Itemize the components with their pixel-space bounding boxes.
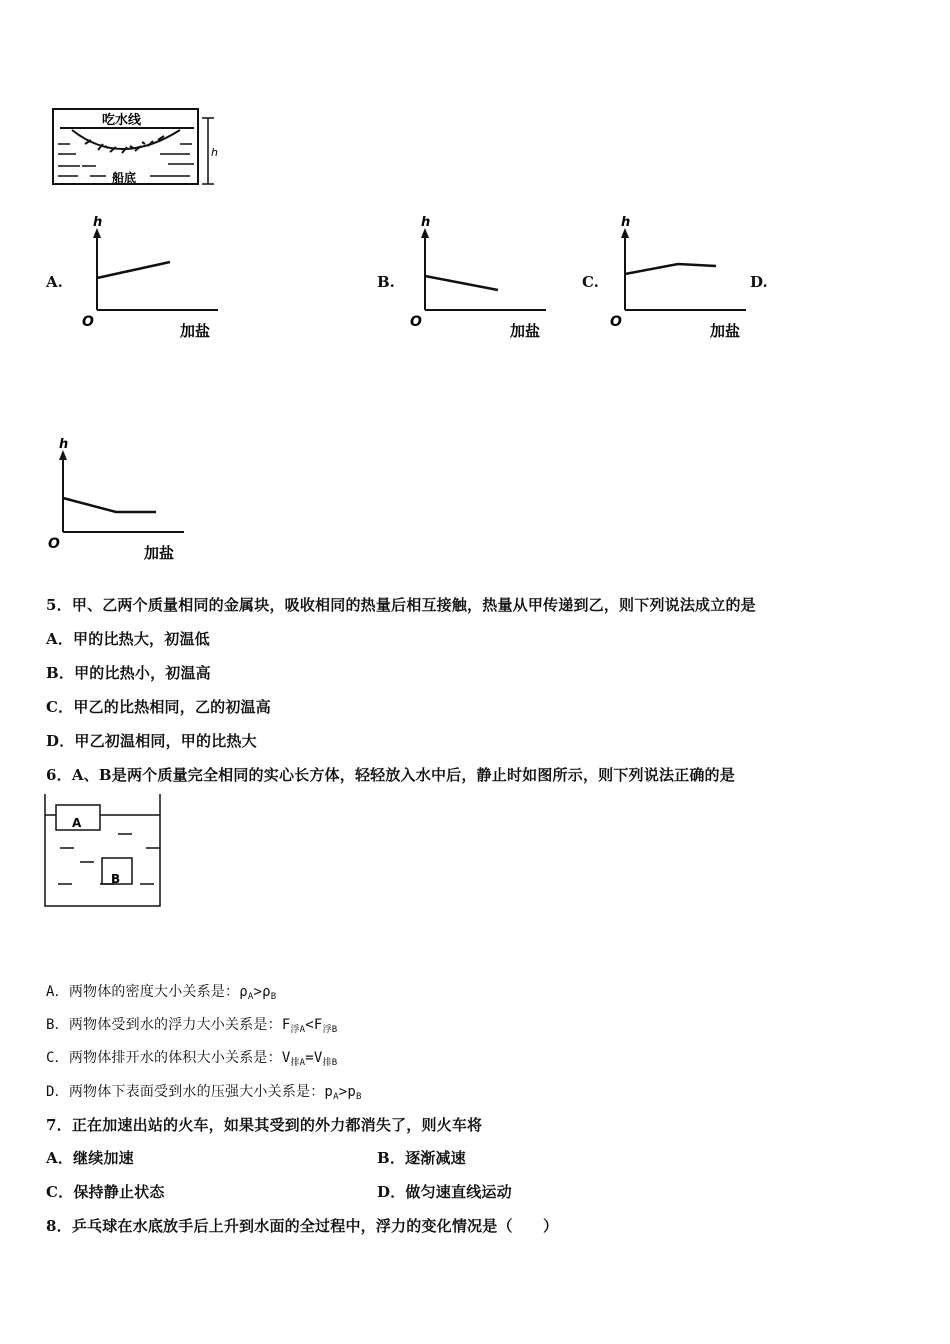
q7-stem: 7．正在加速出站的火车，如果其受到的外力都消失了，则火车将 [46,1116,483,1134]
q5-stem: 5．甲、乙两个质量相同的金属块，吸收相同的热量后相互接触，热量从甲传递到乙，则下列说法成立的是 [46,596,756,614]
graph-a-origin: O [82,314,94,330]
graph-option-a-label: A. [46,273,63,291]
graph-option-b-label: B. [377,273,395,291]
graph-a-curve [97,262,170,278]
q5-option-b: B．甲的比热小，初温高 [46,664,211,682]
block-a-label: A [72,816,82,830]
q7-option-b: B．逐渐减速 [377,1149,466,1167]
q7-option-d: D．做匀速直线运动 [377,1183,512,1201]
graph-b-x-label: 加盐 [510,322,541,340]
q7-option-a: A．继续加速 [46,1149,134,1167]
graph-d-x-label: 加盐 [144,544,175,562]
graph-c-y-label: h [621,215,631,230]
block-b-label: B [111,872,121,886]
q6-container-figure [42,794,168,910]
graph-a-x-label: 加盐 [180,322,211,340]
h-label: h [211,146,218,159]
graph-c-origin: O [610,314,622,330]
graph-option-d-label: D. [750,273,768,291]
q6-stem: 6．A、B是两个质量完全相同的实心长方体，轻轻放入水中后，静止时如图所示，则下列说法正确的是 [46,766,735,784]
q5-option-d: D．甲乙初温相同，甲的比热大 [46,732,257,750]
graph-d-y-label: h [59,437,69,452]
graph-b-origin: O [410,314,422,330]
graph-option-c-label: C. [582,273,599,291]
graph-b [406,210,556,345]
q8-stem: 8．乒乓球在水底放手后上升到水面的全过程中，浮力的变化情况是（ ） [46,1217,559,1235]
graph-c [606,210,756,345]
graph-d-curve [63,498,156,512]
hull-label: 船底 [112,171,137,185]
graph-a [78,210,228,345]
q5-option-a: A．甲的比热大，初温低 [46,630,210,648]
graph-c-x-label: 加盐 [710,322,741,340]
ship-waterline-figure [50,106,230,188]
graph-d [44,432,194,567]
q5-option-c: C．甲乙的比热相同，乙的初温高 [46,698,271,716]
graph-d-origin: O [48,536,60,552]
waterline-label: 吃水线 [102,113,142,128]
graph-b-y-label: h [421,215,431,230]
q6-option-d: D．两物体下表面受到水的压强大小关系是：$p_A>p_B$ [46,1084,362,1102]
graph-c-curve [625,264,716,274]
graph-a-y-label: h [93,215,103,230]
q6-option-c: C．两物体排开水的体积大小关系是：$V_{排A}=V_{排B}$ [46,1050,338,1068]
q7-option-c: C．保持静止状态 [46,1183,165,1201]
graph-b-curve [425,276,498,290]
q6-option-a: A．两物体的密度大小关系是：$\rho_A>\rho_B$ [46,984,277,1002]
q6-option-b: B．两物体受到水的浮力大小关系是：$F_{浮A}<F_{浮B}$ [46,1017,338,1035]
